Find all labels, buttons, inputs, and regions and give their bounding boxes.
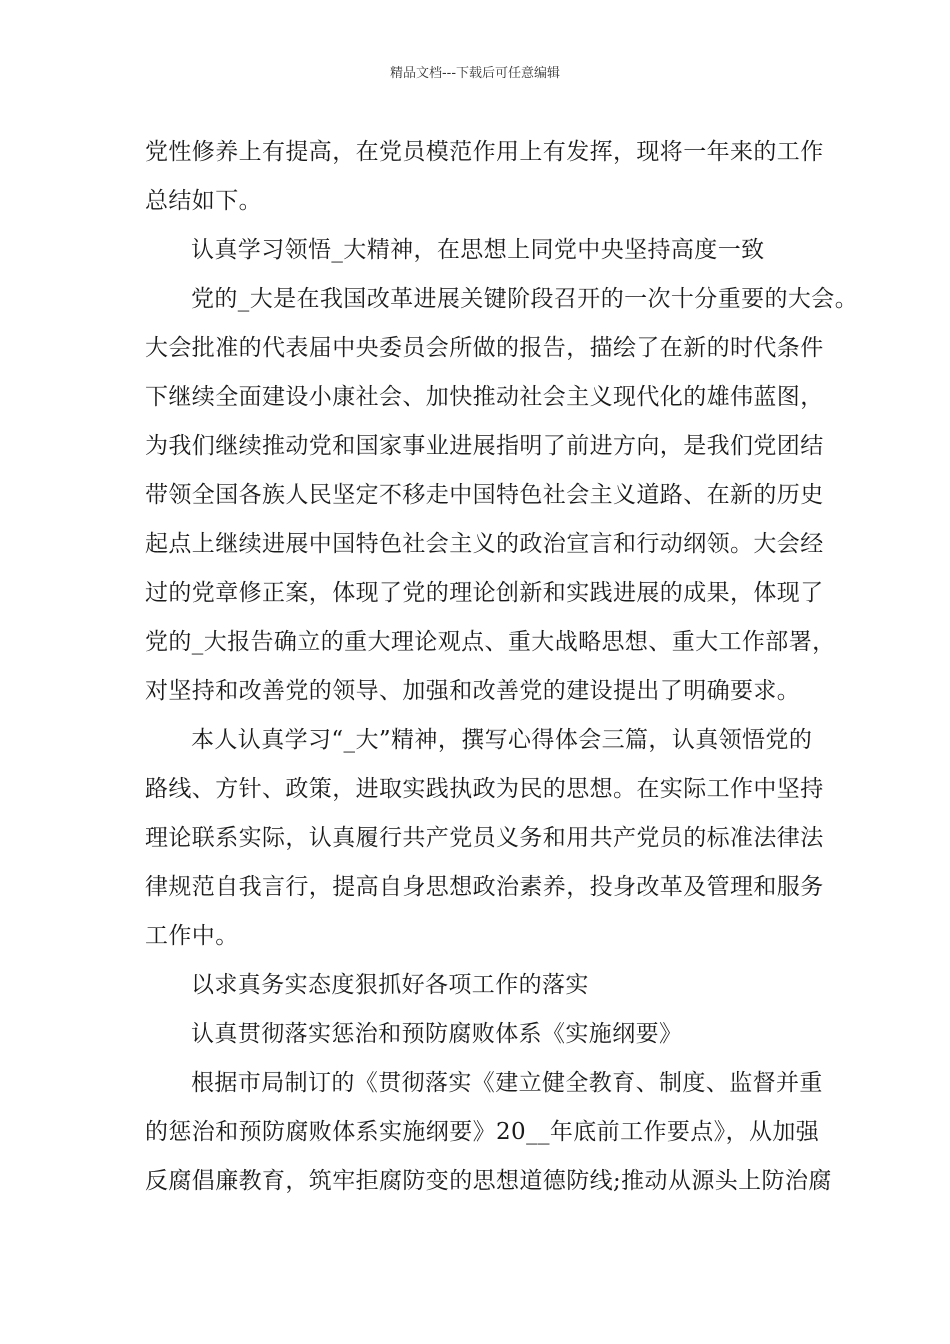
text-line: 下继续全面建设小康社会、加快推动社会主义现代化的雄伟蓝图， (145, 384, 824, 410)
page-header: 精品文档---下载后可任意编辑 (389, 66, 561, 81)
paragraph-5 (145, 961, 810, 1010)
paragraph-4 (145, 716, 824, 961)
text-line: 根据市局制订的《贯彻落实《建立健全教育、制度、监督并重 (191, 1070, 823, 1096)
text-line: 反腐倡廉教育，筑牢拒腐防变的思想道德防线;推动从源头上防治腐 (145, 1168, 832, 1194)
text-line: 本人认真学习“_大”精神，撰写心得体会三篇，认真领悟党的 (191, 727, 813, 753)
text-line: 过的党章修正案，体现了党的理论创新和实践进展的成果，体现了 (145, 580, 824, 606)
paragraph-2 (145, 226, 810, 275)
text-line: 党的_大报告确立的重大理论观点、重大战略思想、重大工作部署， (145, 629, 836, 655)
text-line: 工作中。 (145, 923, 239, 949)
section-heading: 以求真务实态度狠抓好各项工作的落实 (191, 972, 589, 998)
paragraph-3 (145, 275, 859, 716)
section-heading: 认真贯彻落实惩治和预防腐败体系《实施纲要》 (191, 1021, 683, 1047)
text-line: 大会批准的代表届中央委员会所做的报告，描绘了在新的时代条件 (145, 335, 824, 361)
text-line: 为我们继续推动党和国家事业进展指明了前进方向，是我们党团结 (145, 433, 824, 459)
text-line: 对坚持和改善党的领导、加强和改善党的建设提出了明确要求。 (145, 678, 801, 704)
text-line: 带领全国各族人民坚定不移走中国特色社会主义道路、在新的历史 (145, 482, 824, 508)
paragraph-1 (145, 128, 824, 226)
section-heading: 认真学习领悟_大精神，在思想上同党中央坚持高度一致 (191, 237, 765, 263)
text-line: 党的_大是在我国改革进展关键阶段召开的一次十分重要的大会。 (191, 286, 859, 312)
text-line: 理论联系实际，认真履行共产党员义务和用共产党员的标准法律法 (145, 825, 824, 851)
text-line: 总结如下。 (145, 188, 262, 214)
paragraph-7 (145, 1059, 832, 1206)
text-line: 路线、方针、政策，进取实践执政为民的思想。在实际工作中坚持 (145, 776, 824, 802)
text-line: 律规范自我言行，提高自身思想政治素养，投身改革及管理和服务 (145, 874, 824, 900)
text-line: 的惩治和预防腐败体系实施纲要》20__年底前工作要点》，从加强 (145, 1119, 820, 1145)
document-body (145, 128, 859, 1206)
text-line: 起点上继续进展中国特色社会主义的政治宣言和行动纲领。大会经 (145, 531, 824, 557)
text-line: 党性修养上有提高，在党员模范作用上有发挥，现将一年来的工作 (145, 139, 824, 165)
paragraph-6 (145, 1010, 810, 1059)
